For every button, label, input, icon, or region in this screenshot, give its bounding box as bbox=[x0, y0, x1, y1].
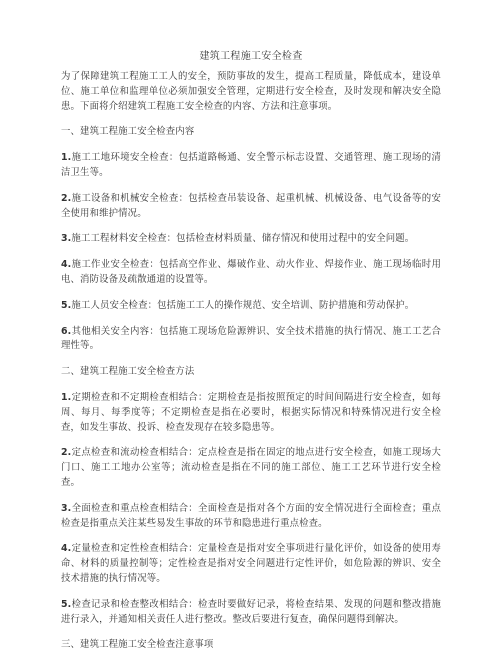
content-item-5 bbox=[61, 299, 441, 314]
item-number: 2. bbox=[61, 447, 72, 459]
item-number: 2. bbox=[61, 192, 72, 204]
section-heading-notes: 三、建筑工程施工安全检查注意事项 bbox=[61, 639, 214, 651]
item-text: 施工工地环境安全检查：包括道路畅通、安全警示标志设置、交通管理、施工现场的清洁卫生等。 bbox=[61, 152, 441, 178]
item-text: 全面检查和重点检查相结合：全面检查是指对各个方面的安全情况进行全面检查；重点检查是指重点关注某些易发生事故的环节和隐患进行重点检查。 bbox=[61, 502, 441, 529]
item-number: 5. bbox=[61, 598, 72, 610]
item-text: 定期检查和不定期检查相结合：定期检查是指按照预定的时间间隔进行安全检查，如每周、每月、每季度等；不定期检查是指在必要时，根据实际情况和特殊情况进行安全检查，如发生事故、投诉、检查发现存在较多隐患等。 bbox=[61, 391, 441, 433]
item-number: 3. bbox=[61, 233, 72, 245]
content-item-2 bbox=[61, 192, 441, 222]
item-number: 1. bbox=[61, 391, 72, 403]
item-text: 施工设备和机械安全检查：包括检查吊装设备、起重机械、机械设备、电气设备等的安全使用和维护情况。 bbox=[61, 192, 441, 219]
item-number: 3. bbox=[61, 502, 72, 514]
item-text: 其他相关安全内容：包括施工现场危险源辨识、安全技术措施的执行情况、施工工艺合理性等。 bbox=[61, 325, 441, 352]
intro-paragraph: 为了保障建筑工程施工工人的安全，预防事故的发生，提高工程质量，降低成本，建设单位、施工单位和监理单位必须加强安全管理，定期进行安全检查，及时发现和解决安全隐患。下面将介绍建筑工程施工安全检查的内容、方法和注意事项。 bbox=[61, 71, 441, 112]
document-title: 建筑工程施工安全检查 bbox=[199, 51, 303, 62]
method-item-4 bbox=[61, 542, 441, 586]
section-heading-methods: 二、建筑工程施工安全检查方法 bbox=[61, 366, 195, 378]
item-text: 检查记录和检查整改相结合：检查时要做好记录，将检查结果、发现的问题和整改措施进行录入，并通知相关责任人进行整改。整改后要进行复查，确保问题得到解决。 bbox=[61, 598, 441, 625]
item-text: 定量检查和定性检查相结合：定量检查是指对安全事项进行量化评价，如设备的使用寿命、材料的质量控制等；定性检查是指对安全问题进行定性评价，如危险源的辨识、安全技术措施的执行情况等。 bbox=[61, 543, 441, 584]
method-item-5 bbox=[61, 598, 441, 628]
method-item-2 bbox=[61, 446, 441, 490]
document-body bbox=[61, 70, 441, 664]
item-number: 5. bbox=[61, 299, 72, 311]
method-item-1 bbox=[61, 391, 441, 435]
content-item-3 bbox=[61, 232, 441, 247]
content-item-6 bbox=[61, 325, 441, 355]
content-item-1 bbox=[61, 151, 441, 181]
item-text: 施工人员安全检查：包括施工工人的操作规范、安全培训、防护措施和劳动保护。 bbox=[71, 299, 415, 311]
content-item-4 bbox=[61, 258, 441, 288]
item-number: 6. bbox=[61, 325, 72, 337]
item-number: 4. bbox=[61, 543, 72, 555]
section-heading-contents: 一、建筑工程施工安全检查内容 bbox=[61, 126, 195, 138]
method-item-3 bbox=[61, 502, 441, 532]
item-number: 1. bbox=[61, 152, 72, 164]
item-number: 4. bbox=[61, 259, 72, 271]
item-text: 定点检查和流动检查相结合：定点检查是指在固定的地点进行安全检查，如施工现场大门口、施工工地办公室等；流动检查是指在不同的施工部位、施工工艺环节进行安全检查。 bbox=[61, 447, 441, 488]
item-text: 施工工程材料安全检查：包括检查材料质量、储存情况和使用过程中的安全问题。 bbox=[71, 233, 415, 245]
item-text: 施工作业安全检查：包括高空作业、爆破作业、动火作业、焊接作业、施工现场临时用电、消防设备及疏散通道的设置等。 bbox=[61, 259, 441, 285]
